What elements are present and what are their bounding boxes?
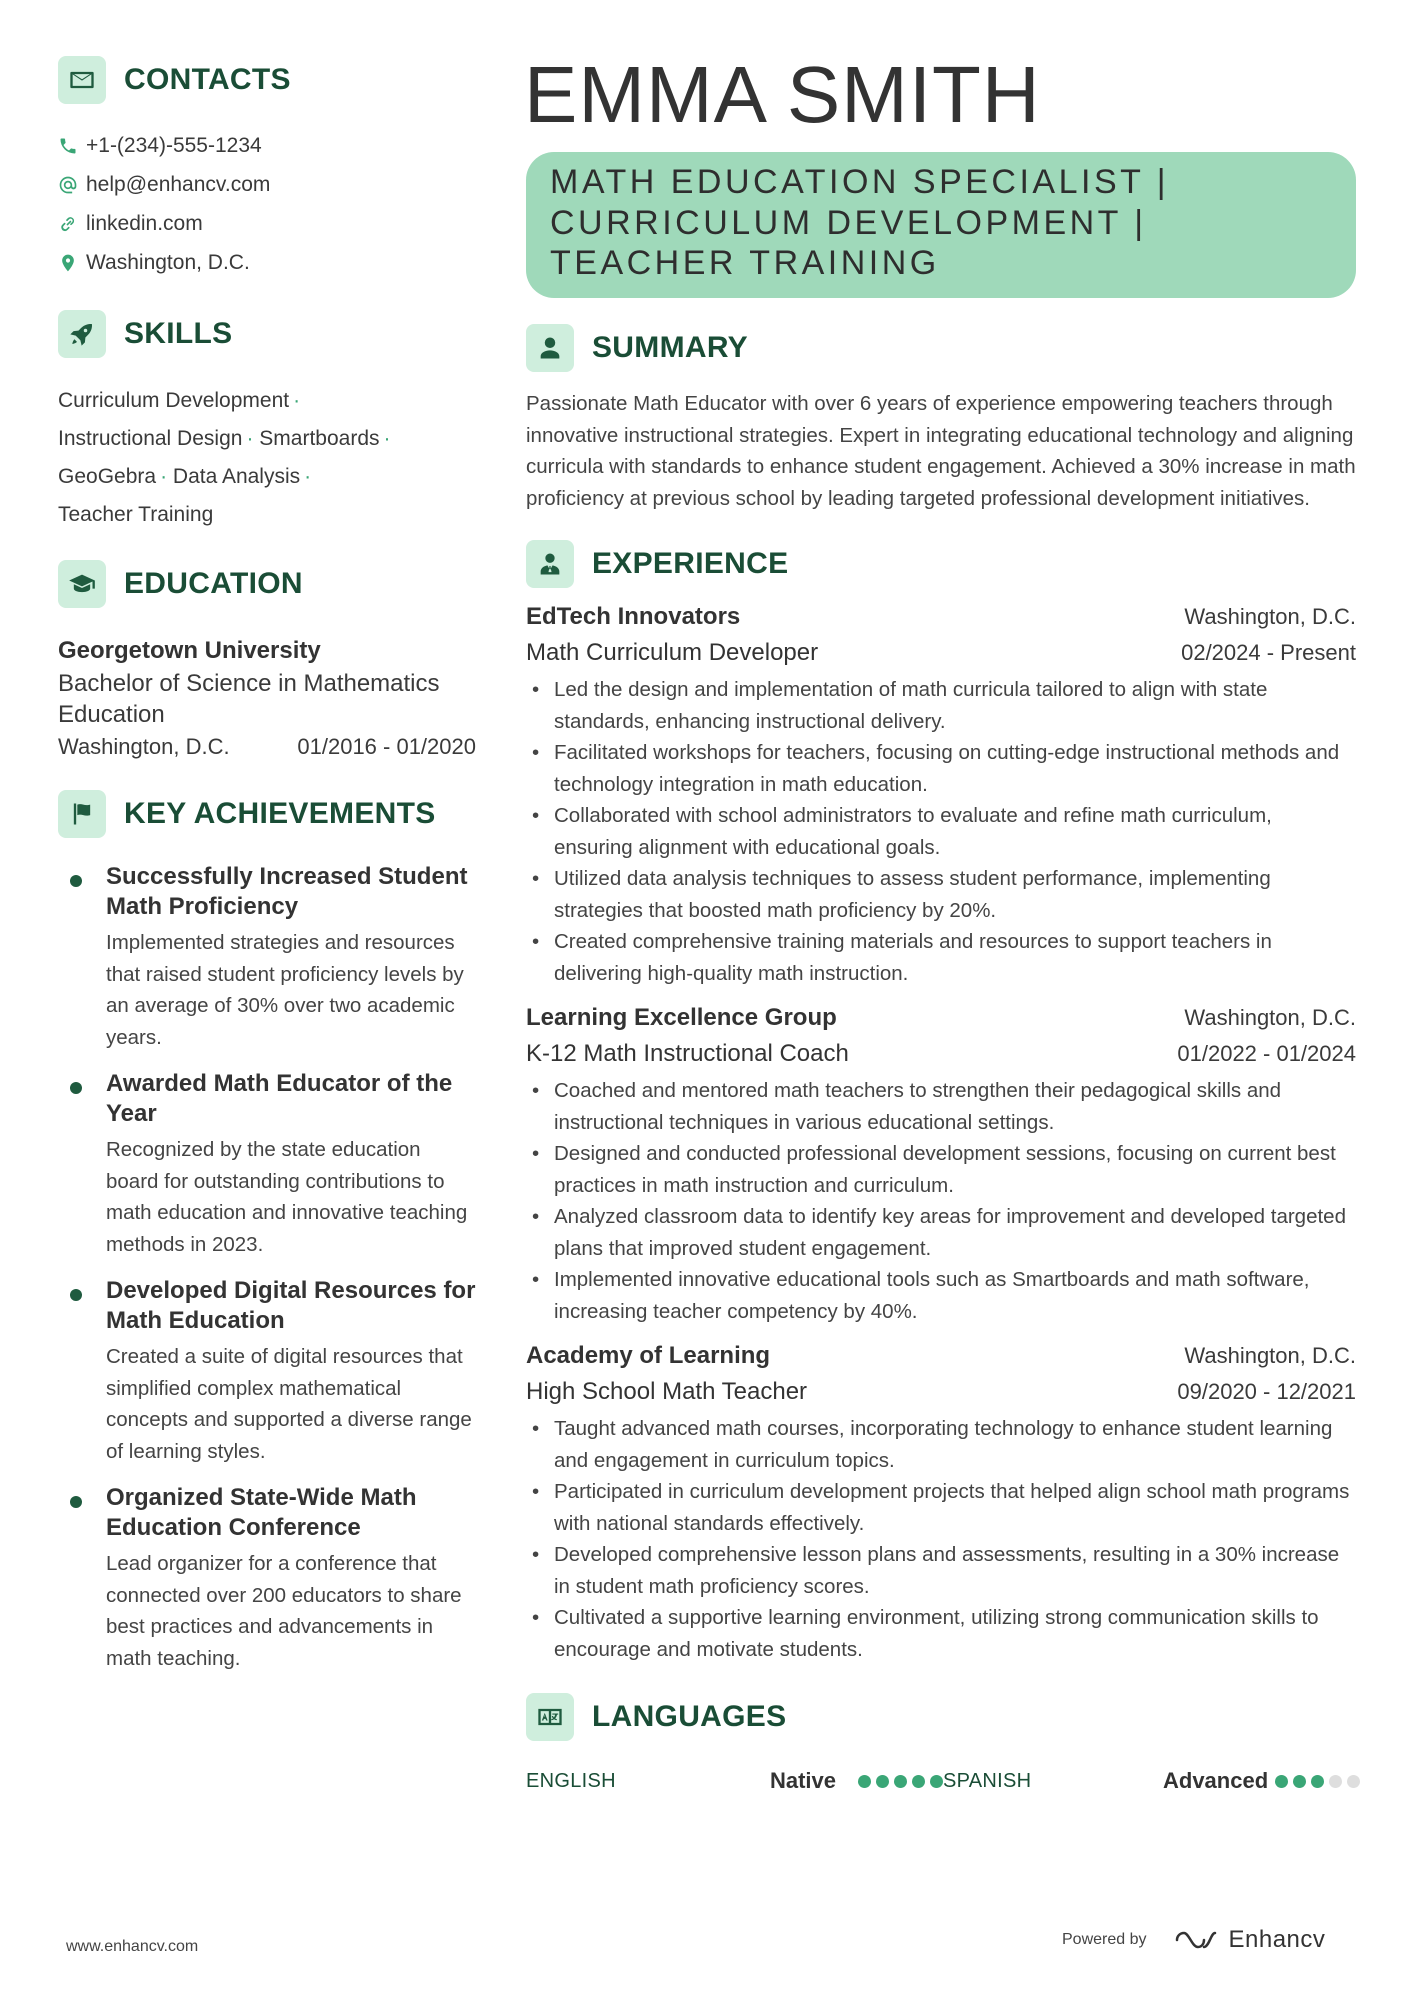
- contact-text: Washington, D.C.: [86, 250, 250, 274]
- skills-header: [58, 310, 478, 358]
- achievement-item: [58, 1069, 478, 1260]
- job-bullets: [526, 1075, 1356, 1327]
- rating-dot-filled: [1293, 1775, 1306, 1788]
- rocket-icon: [58, 310, 106, 358]
- job-bullet: • Led the design and implementation of math curricula tailored to align with state standards, enhancing instructional delivery.: [526, 674, 1356, 737]
- job-bullet: • Participated in curriculum development projects that helped align school math programs with national standards effectively.: [526, 1476, 1356, 1539]
- skill-item: Smartboards: [259, 427, 380, 450]
- job-dates: 01/2022 - 01/2024: [1177, 1041, 1356, 1066]
- skills-line: [58, 496, 478, 534]
- education-meta: [58, 730, 476, 764]
- language-rating: [858, 1775, 943, 1788]
- left-column: [58, 56, 478, 1690]
- bullet-icon: [70, 875, 82, 887]
- education-header: [58, 560, 478, 608]
- bullet-icon: [70, 1289, 82, 1301]
- job-bullet: • Utilized data analysis techniques to assess student performance, implementing strategies that boosted math proficiency by 20%.: [526, 863, 1356, 926]
- bullet-icon: [70, 1496, 82, 1508]
- job-header-row: [526, 999, 1356, 1037]
- headline-text: MATH EDUCATION SPECIALIST | CURRICULUM DEVELOPMENT | TEACHER TRAINING: [550, 163, 1170, 282]
- job-bullet: • Implemented innovative educational tools such as Smartboards and math software, increasing teacher competency by 40%.: [526, 1264, 1356, 1327]
- right-column: [526, 50, 1356, 1797]
- contacts-title: CONTACTS: [124, 63, 291, 96]
- summary-text: Passionate Math Educator with over 6 years of experience empowering teachers through innovative instructional strategies. Expert in integrating educational technology and aligning curricula with standards to enhance student engagement. Achieved a 30% increase in math proficiency at previous school by leading targeted professional development initiatives.: [526, 392, 1356, 510]
- job-company: EdTech Innovators: [526, 603, 741, 630]
- contact-text: +1-(234)-555-1234: [86, 133, 262, 157]
- achievement-title: Successfully Increased Student Math Proficiency: [106, 863, 468, 920]
- rating-dot-filled: [1275, 1775, 1288, 1788]
- job-entry: [526, 1337, 1356, 1665]
- powered-by-text: Powered by: [1062, 1931, 1147, 1948]
- language-rating: [1275, 1775, 1360, 1788]
- job-bullet: • Analyzed classroom data to identify key areas for improvement and developed targeted plans that improved student engagement.: [526, 1201, 1356, 1264]
- job-role: Math Curriculum Developer: [526, 639, 819, 666]
- language-level: Native: [769, 1768, 836, 1793]
- job-role: K-12 Math Instructional Coach: [526, 1040, 849, 1067]
- education-location: Washington, D.C.: [58, 734, 230, 759]
- language-name: SPANISH: [943, 1769, 1032, 1792]
- contact-location: [58, 243, 478, 282]
- achievement-desc: Recognized by the state education board for outstanding contributions to math education and innovative teaching methods in 2023.: [106, 1138, 468, 1256]
- achievement-desc: Lead organizer for a conference that connected over 200 educators to share best practices and advancements in math teaching.: [106, 1552, 462, 1670]
- job-location: Washington, D.C.: [1184, 604, 1356, 629]
- enhancv-logo-icon: [1173, 1927, 1219, 1953]
- job-dates: 02/2024 - Present: [1181, 640, 1356, 665]
- rating-dot-empty: [1329, 1775, 1342, 1788]
- language-translate-icon: [526, 1693, 574, 1741]
- contacts-header: [58, 56, 478, 104]
- experience-header: [526, 540, 1356, 588]
- job-role-row: [526, 636, 1356, 670]
- rating-dot-filled: [894, 1775, 907, 1788]
- phone-icon: [58, 136, 86, 156]
- achievements-list: [58, 862, 478, 1674]
- brand-name: Enhancv: [1228, 1926, 1326, 1953]
- languages-row: [526, 1765, 1356, 1797]
- job-bullets: [526, 1413, 1356, 1665]
- graduation-cap-icon: [58, 560, 106, 608]
- bullet-icon: [70, 1082, 82, 1094]
- footer-branding[interactable]: [1062, 1926, 1325, 1954]
- job-role-row: [526, 1375, 1356, 1409]
- job-bullets: [526, 674, 1356, 989]
- achievement-title: Awarded Math Educator of the Year: [106, 1070, 453, 1127]
- skill-item: GeoGebra: [58, 465, 157, 488]
- achievement-desc: Implemented strategies and resources that raised student proficiency levels by an average of 30% over two academic years.: [106, 931, 464, 1049]
- job-entry: [526, 999, 1356, 1327]
- flag-icon: [58, 790, 106, 838]
- achievement-title: Developed Digital Resources for Math Education: [106, 1277, 476, 1334]
- contact-phone[interactable]: [58, 126, 478, 165]
- skill-item: Teacher Training: [58, 503, 214, 526]
- job-company: Learning Excellence Group: [526, 1004, 837, 1031]
- education-entry: [58, 634, 478, 764]
- job-bullet: • Taught advanced math courses, incorporating technology to enhance student learning and engagement in curriculum topics.: [526, 1413, 1356, 1476]
- at-icon: [58, 175, 86, 195]
- job-location: Washington, D.C.: [1184, 1343, 1356, 1368]
- contact-linkedin[interactable]: [58, 204, 478, 243]
- education-title: EDUCATION: [124, 567, 303, 600]
- education-dates: 01/2016 - 01/2020: [297, 734, 476, 759]
- job-bullet: • Designed and conducted professional development sessions, focusing on current best practices in math instruction and curriculum.: [526, 1138, 1356, 1201]
- job-bullet: • Cultivated a supportive learning environment, utilizing strong communication skills to encourage and motivate students.: [526, 1602, 1356, 1665]
- job-bullet: • Coached and mentored math teachers to strengthen their pedagogical skills and instructional techniques in various educational settings.: [526, 1075, 1356, 1138]
- skills-list: [58, 382, 478, 534]
- skills-line: GeoGebra · Data Analysis ·: [58, 465, 312, 488]
- job-header-row: [526, 1337, 1356, 1375]
- rating-dot-filled: [1311, 1775, 1324, 1788]
- languages-title: LANGUAGES: [592, 1700, 787, 1733]
- contact-text: help@enhancv.com: [86, 172, 271, 196]
- achievements-title: KEY ACHIEVEMENTS: [124, 797, 436, 830]
- enhancv-logo: [1173, 1926, 1326, 1954]
- rating-dot-filled: [858, 1775, 871, 1788]
- education-school: Georgetown University: [58, 637, 321, 664]
- skill-item: Instructional Design: [58, 427, 243, 450]
- headline-box: [526, 152, 1356, 298]
- skills-line: Curriculum Development ·: [58, 389, 301, 412]
- contact-email[interactable]: [58, 165, 478, 204]
- achievement-desc: Created a suite of digital resources that simplified complex mathematical concepts and supported a diverse range of learning styles.: [106, 1345, 472, 1463]
- summary-title: SUMMARY: [592, 331, 748, 364]
- achievements-header: [58, 790, 478, 838]
- language-name: ENGLISH: [526, 1769, 616, 1792]
- skills-title: SKILLS: [124, 317, 233, 350]
- summary-header: [526, 324, 1356, 372]
- skill-item: Curriculum Development: [58, 389, 290, 412]
- contact-text: linkedin.com: [86, 211, 203, 235]
- job-dates: 09/2020 - 12/2021: [1177, 1379, 1356, 1404]
- envelope-icon: [58, 56, 106, 104]
- job-role: High School Math Teacher: [526, 1378, 808, 1405]
- location-pin-icon: [58, 253, 86, 273]
- language-item: [943, 1768, 1360, 1794]
- achievement-item: [58, 862, 478, 1053]
- rating-dot-empty: [1347, 1775, 1360, 1788]
- job-location: Washington, D.C.: [1184, 1005, 1356, 1030]
- job-company: Academy of Learning: [526, 1342, 771, 1369]
- user-icon: [526, 324, 574, 372]
- rating-dot-filled: [876, 1775, 889, 1788]
- job-header-row: [526, 598, 1356, 636]
- job-role-row: [526, 1037, 1356, 1071]
- job-bullet: • Created comprehensive training materials and resources to support teachers in delivering high-quality math instruction.: [526, 926, 1356, 989]
- rating-dot-filled: [930, 1775, 943, 1788]
- language-level: Advanced: [1163, 1768, 1269, 1793]
- job-entry: [526, 598, 1356, 989]
- candidate-name: EMMA SMITH: [524, 50, 1041, 139]
- language-item: [526, 1768, 943, 1794]
- briefcase-user-icon: [526, 540, 574, 588]
- experience-title: EXPERIENCE: [592, 547, 789, 580]
- education-degree: Bachelor of Science in Mathematics Education: [58, 670, 440, 728]
- job-bullet: • Collaborated with school administrators to evaluate and refine math curriculum, ensuring alignment with educational goals.: [526, 800, 1356, 863]
- job-bullet: • Facilitated workshops for teachers, focusing on cutting-edge instructional methods and technology integration in math education.: [526, 737, 1356, 800]
- footer-website[interactable]: www.enhancv.com: [66, 1938, 199, 1955]
- achievement-item: [58, 1276, 478, 1467]
- languages-header: [526, 1693, 1356, 1741]
- achievement-item: [58, 1483, 478, 1674]
- achievement-title: Organized State-Wide Math Education Conference: [106, 1484, 417, 1541]
- skills-line: Instructional Design · Smartboards ·: [58, 427, 391, 450]
- contact-list: [58, 126, 478, 282]
- job-bullet: • Developed comprehensive lesson plans and assessments, resulting in a 30% increase in student math proficiency scores.: [526, 1539, 1356, 1602]
- link-icon: [58, 214, 86, 234]
- skill-item: Data Analysis: [172, 465, 301, 488]
- rating-dot-filled: [912, 1775, 925, 1788]
